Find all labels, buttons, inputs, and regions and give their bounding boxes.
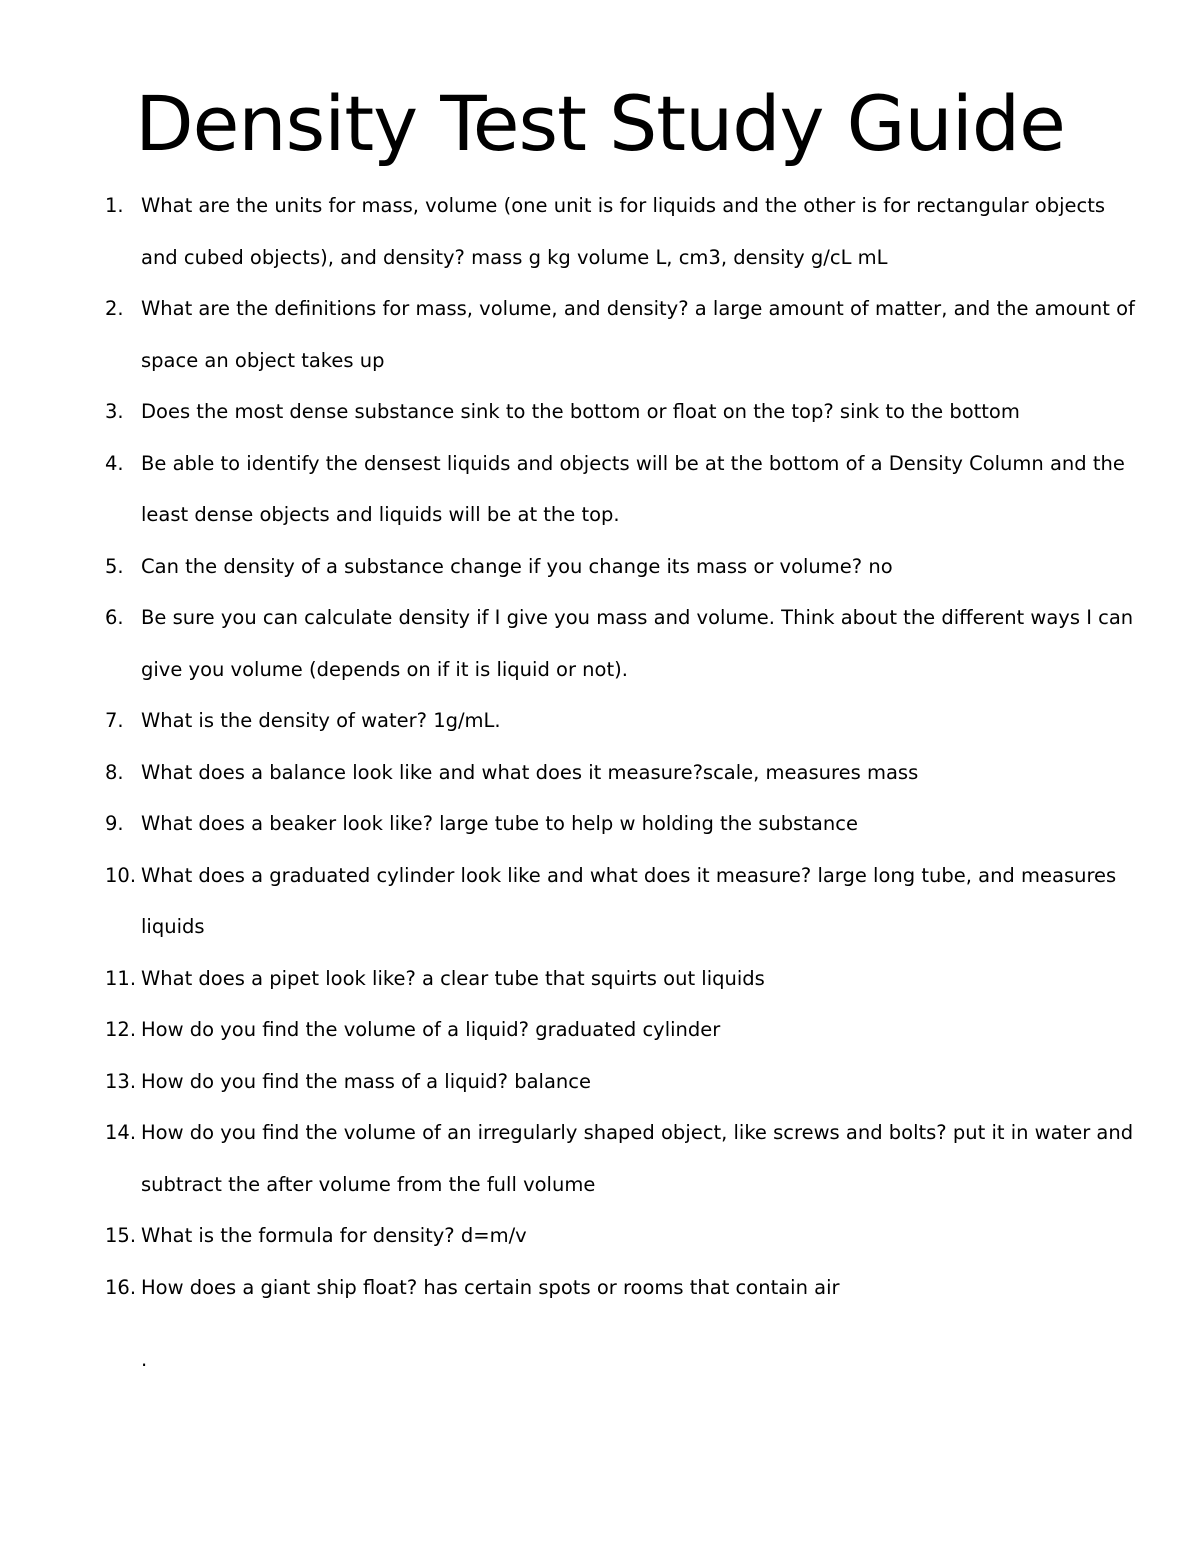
question-text: What does a beaker look like? large tube to help w holding the substance [141, 812, 858, 835]
question-number: 7. [105, 709, 124, 732]
question-number: 5. [105, 554, 124, 578]
list-item [0, 592, 1200, 695]
question-number: 9. [105, 812, 124, 835]
question-text: How do you find the volume of an irregularly shaped object, like screws and bolts? put it in water and subtract the after volume from the full volume [141, 1121, 1134, 1196]
list-item [0, 386, 1200, 438]
list-item [0, 953, 1200, 1005]
list-item [0, 180, 1200, 283]
question-number: 8. [105, 760, 124, 784]
list-item [0, 1004, 1200, 1056]
question-text: Does the most dense substance sink to the bottom or float on the top? sink to the bottom [141, 400, 1020, 423]
list-item [0, 541, 1200, 593]
question-number: 3. [105, 400, 124, 423]
list-item [0, 283, 1200, 386]
list-item [0, 850, 1200, 953]
question-number: 13. [105, 1069, 137, 1093]
list-item [0, 695, 1200, 747]
question-text: What are the units for mass, volume (one unit is for liquids and the other is for rectangular objects and cubed objects), and density? mass g kg volume L, cm3, density g/cL mL [141, 194, 1106, 269]
page-title: Density Test Study Guide [135, 79, 1065, 168]
question-number: 2. [105, 297, 124, 320]
question-text: How do you find the mass of a liquid? balance [141, 1069, 591, 1093]
list-item [0, 1056, 1200, 1108]
question-number: 1. [105, 194, 124, 217]
question-text: Can the density of a substance change if you change its mass or volume? no [141, 554, 893, 578]
question-number: 12. [105, 1018, 137, 1041]
question-text: What are the definitions for mass, volume, and density? a large amount of matter, and the amount of space an object takes up [141, 297, 1135, 372]
question-list [0, 180, 1200, 1313]
question-number: 15. [105, 1224, 137, 1247]
question-number: 11. [105, 966, 137, 990]
question-text: What is the density of water? 1g/mL. [141, 709, 501, 732]
question-number: 16. [105, 1275, 137, 1299]
question-number: 4. [105, 451, 124, 475]
list-item [0, 747, 1200, 799]
question-number: 10. [105, 863, 137, 887]
question-text: What does a pipet look like? a clear tube that squirts out liquids [141, 966, 765, 990]
question-number: 14. [105, 1121, 137, 1144]
list-item [0, 1262, 1200, 1314]
list-item [0, 798, 1200, 850]
question-text: Be able to identify the densest liquids and objects will be at the bottom of a Density Column and the least dense objects and liquids will be at the top. [141, 451, 1125, 526]
list-item [0, 1107, 1200, 1210]
list-item [0, 1210, 1200, 1262]
question-number: 6. [105, 606, 124, 629]
question-text: How does a giant ship float? has certain spots or rooms that contain air [141, 1275, 840, 1299]
question-text: What does a balance look like and what does it measure?scale, measures mass [141, 760, 919, 784]
trailing-period: . [141, 1348, 148, 1371]
question-text: Be sure you can calculate density if I give you mass and volume. Think about the different ways I can give you volume (depends on if it is liquid or not). [141, 606, 1134, 681]
list-item [0, 438, 1200, 541]
question-text: How do you find the volume of a liquid? graduated cylinder [141, 1018, 721, 1041]
question-text: What is the formula for density? d=m/v [141, 1224, 527, 1247]
question-text: What does a graduated cylinder look like and what does it measure? large long tube, and measures liquids [141, 863, 1117, 938]
